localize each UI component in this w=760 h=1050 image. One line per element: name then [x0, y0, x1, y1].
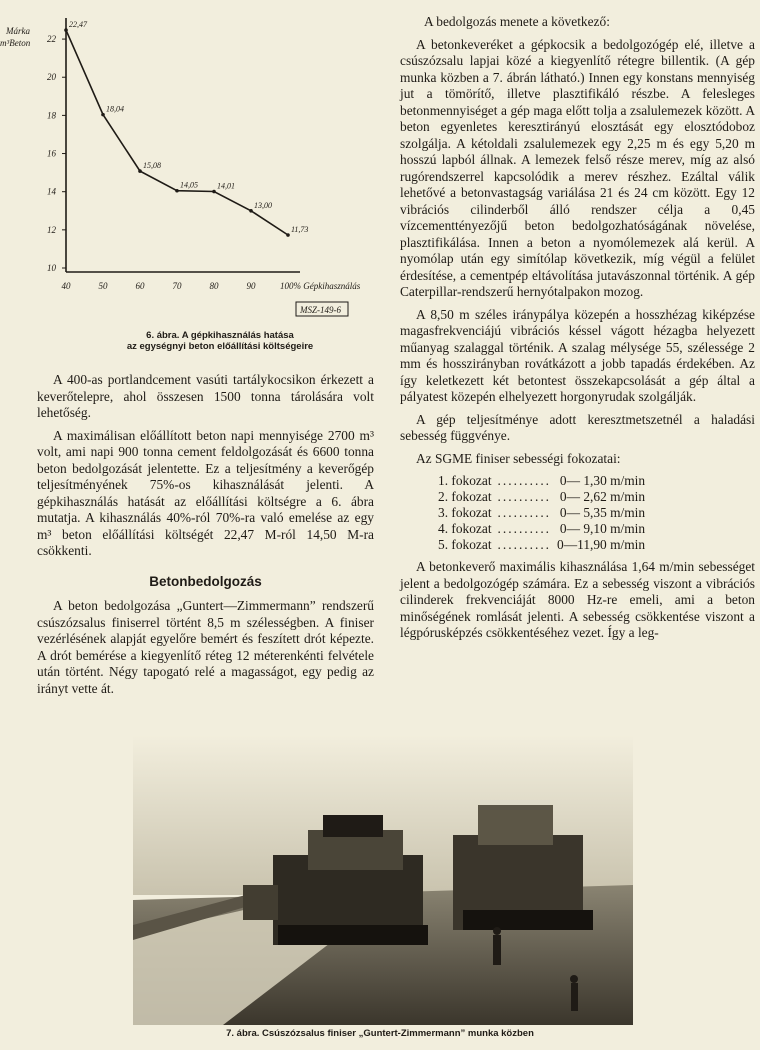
- right-intro: A bedolgozás menete a következő:: [424, 14, 610, 29]
- right-paragraph-1: A betonkeveréket a gépkocsik a bedolgozógép elé, illetve a csúszózsalu lapjai közé a kiegyenlítő rétegre billentik. (A gép munka közben a 7. ábrán látható.) Innen egy konstans mennyiség jut a tömörítő, illetve plasztifikáló részbe. A felesleges betonmennyiséget a gép maga előtt tolja a zsalulemezek között. A beton egyenletes keresztirányú elosztását egy elosztódoboz szolgálja. A kétoldali zsalulemezek egy 2,25 m és egy 5,20 m hosszú lapból állnak. A lemezek felső része merev, míg az alsó rugórendszerrel kapcsolódik a merev részhez. Ezáltal válik lehetővé a betonvastagság variálása 21 és 24 cm között. Egy 12 vibrációs cilinderből álló rendszer célja a 0,45 vízcementtényezőjű beton bedolgozhatóságának növelése, plasztifikálása. Innen a beton a nyomólemezek alá kerül. A nyomólap után egy simítólap következik, míg végül a felület érdesítése, a cementpép eltávolítása jutavászonnal történik. A gép Caterpillar-rendszerű hernyótalpakon mozog.: [400, 36, 755, 299]
- y-axis-label-line2: m³Beton: [0, 38, 31, 48]
- y-tick-label: 12: [47, 224, 56, 235]
- right-paragraph-3: A gép teljesítménye adott keresztmetszetnél a haladási sebesség függvénye.: [400, 411, 755, 443]
- right-column: [400, 14, 755, 648]
- cost-chart-svg: [0, 0, 390, 330]
- x-tick-label: 60: [135, 281, 145, 291]
- data-label: 11,73: [291, 224, 309, 234]
- standard-label: MSZ-149-6: [300, 305, 341, 315]
- x-tick-label: 90: [246, 281, 256, 291]
- x-tick-label: 50: [98, 281, 108, 291]
- finisher-photo: [133, 735, 633, 1025]
- left-paragraph-2: A maximálisan előállított beton napi mennyisége 2700 m³ volt, ami napi 900 tonna cement feldolgozását és 6600 tonna beton bedolgozását jelentette. Ez a teljesítmény a keverőgép teljesítményének 75%-os kihasználását jelenti. A gépkihasználás hatását az előállítási költségre a 6. ábra mutatja. A kihasználás 40%-ról 70%-ra való emelése az egy m³ beton előállítási költségét 22,47 M-ról 14,50 M-ra csökkenti.: [37, 427, 374, 558]
- y-tick-label: 20: [47, 72, 56, 83]
- data-label: 14,05: [180, 180, 198, 190]
- y-tick-label: 16: [47, 148, 56, 159]
- y-tick-label: 10: [47, 263, 56, 273]
- left-paragraph-3: A beton bedolgozása „Guntert—Zimmermann” rendszerű csúszózsalus finiserrel történt 8,5 m szélességben. A finiser vezérlésének alapját egyelőre bemért és feszített drót képezte. A drót bemérése a kiegyenlítő réteg 12 méterenkénti felvétele után történt. Négy tapogató relé a magasságot, egy pedig az irányt vette át.: [37, 598, 374, 696]
- figure-6-caption-line2: az egységnyi beton előállítási költségeire: [126, 341, 314, 352]
- data-point: [212, 190, 216, 194]
- y-tick-label: 22: [47, 34, 56, 45]
- data-label: 15,08: [143, 161, 161, 171]
- finisher-photo-svg: [133, 735, 633, 1025]
- right-paragraph-2: A 8,50 m széles iránypálya közepén a hosszhézag kiképzése magasfrekvenciájú vibrációs késsel vágott hézagba helyezett műanyag szalaggal történik. A szalag mélysége 55, szélessége 2 mm és hosszirányban rovátkázott a jobb tapadás érdekében. Az így keletkezett két betontest összekapcsolását a gép által a pályatest közepén elhelyezett horgonyrudak szolgálják.: [400, 306, 755, 404]
- speed-row: 4. fokozat .......... 0— 9,10 m/min: [438, 521, 646, 536]
- left-column: [37, 372, 374, 703]
- left-paragraph-1: A 400-as portlandcement vasúti tartálykocsikon érkezett a keverőtelepre, ahol összesen 1500 tonna tárolására volt lehetőség.: [37, 372, 374, 420]
- data-label: 13,00: [254, 200, 272, 210]
- y-axis-label-line1: Márka: [6, 26, 30, 36]
- data-label: 14,01: [217, 181, 235, 191]
- data-point: [249, 209, 253, 213]
- x-tick-label: 70: [172, 281, 182, 291]
- x-axis-label: 100% Gépkihasználás: [280, 281, 361, 291]
- data-point: [101, 113, 105, 117]
- right-paragraph-5: A betonkeverő maximális kihasználása 1,64 m/min sebességet jelent a bedolgozógép számára. Ez a sebesség viszont a vibrációs cilinderek frekvenciáját 8000 Hz-re emeli, ami a beton minőségének romlását jelenti. A sebesség csökkentése viszont a légpórusképzés csökkentéséhez vezet. Így a leg-: [400, 559, 755, 640]
- speed-row: 5. fokozat .......... 0—11,90 m/min: [438, 537, 646, 552]
- y-axis-label: [0, 26, 31, 48]
- speed-row: 3. fokozat .......... 0— 5,35 m/min: [438, 505, 646, 520]
- figure-6-caption-line1: 6. ábra. A gépkihasználás hatása: [146, 330, 294, 341]
- figure-6-caption: [80, 330, 360, 352]
- x-tick-label: 80: [209, 281, 219, 291]
- x-tick-label: 40: [61, 281, 71, 291]
- y-tick-label: 14: [47, 186, 56, 197]
- data-point: [286, 233, 290, 237]
- data-point: [138, 169, 142, 173]
- data-point: [175, 189, 179, 193]
- speed-row: 2. fokozat .......... 0— 2,62 m/min: [438, 489, 646, 504]
- speed-row: 1. fokozat .......... 0— 1,30 m/min: [438, 473, 646, 488]
- speed-table: [435, 473, 648, 553]
- data-label: 22,47: [69, 20, 87, 30]
- y-tick-label: 18: [47, 110, 56, 121]
- section-heading: Betonbedolgozás: [149, 573, 262, 589]
- figure-7-caption: 7. ábra. Csúszózsalus finiser „Guntert-Zimmermann” munka közben: [226, 1028, 534, 1039]
- right-paragraph-4: Az SGME finiser sebességi fokozatai:: [416, 450, 621, 466]
- cost-chart: [0, 0, 390, 330]
- data-point: [64, 28, 68, 32]
- data-label: 18,04: [106, 104, 124, 114]
